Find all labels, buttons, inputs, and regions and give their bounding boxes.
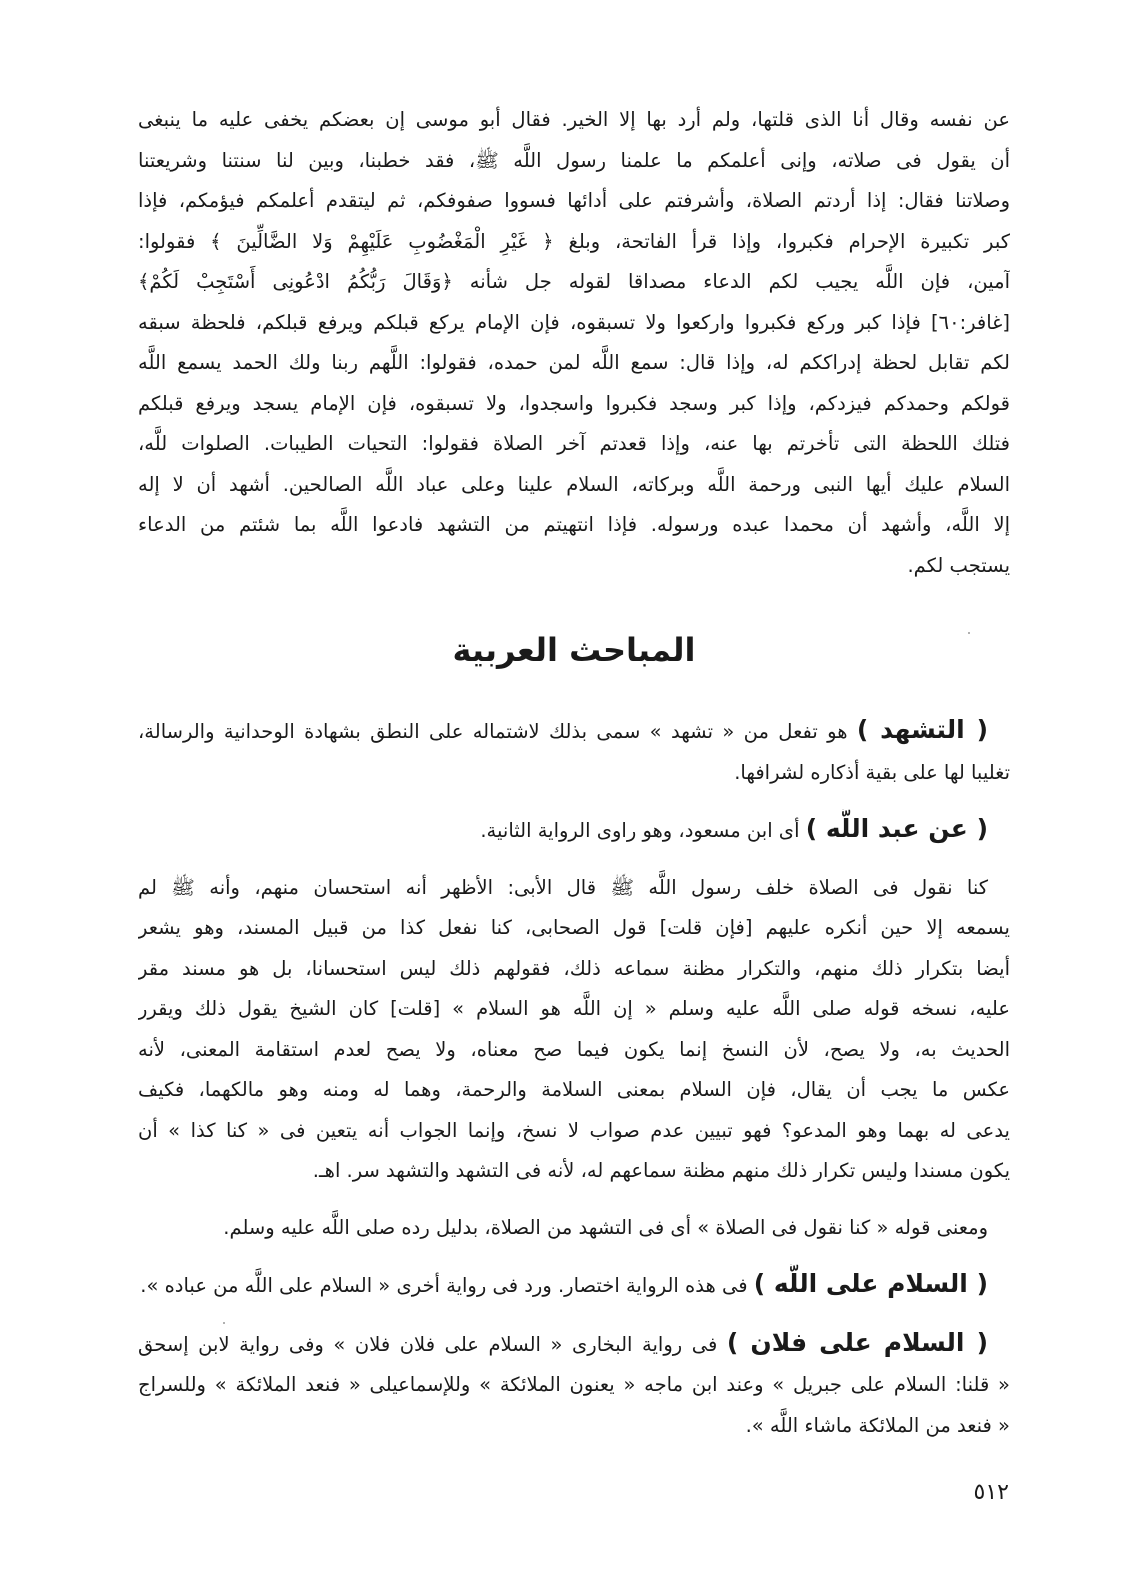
entry-text: فى هذه الرواية اختصار. ورد فى رواية أخرى « السلام على اللَّه من عباده ». (140, 1274, 748, 1297)
text-line: آمين، فإن اللَّه يجيب لكم الدعاء مصداقا لقوله جل شأنه ﴿وَقَالَ رَبُّكُمُ ادْعُونِى أَسْتَجِبْ لَكُمْ﴾ (138, 270, 1010, 293)
text-line: ومعنى قوله « كنا نقول فى الصلاة » أى فى التشهد من الصلاة، بدليل رده صلى اللَّه عليه وسلم. (223, 1215, 988, 1239)
entry-term: ( عن عبد اللَّه ) (805, 814, 988, 843)
text-line: « قلنا: السلام على جبريل » وعند ابن ماجه « يعنون الملائكة » وللإسماعيلى « فنعد الملائكة » وللسراج (138, 1373, 1010, 1396)
entry-meaning (138, 1208, 1010, 1249)
text-line: « فنعد من الملائكة ماشاء اللَّه ». (745, 1413, 1010, 1437)
text-line: أن يقول فى صلاته، وإنى أعلمكم ما علمنا رسول اللَّه ﷺ، فقد خطبنا، وبين لنا سنتنا وشريعتنا (138, 148, 1010, 172)
text-line: [غافر:٦٠] فإذا كبر وركع فكبروا واركعوا ولا تسبقوه، فإن الإمام يركع قبلكم ويرفع قبلكم، فلحظة سبقه (138, 310, 1010, 334)
text-line (138, 1323, 1010, 1366)
entry-salam-fulan (138, 1323, 1010, 1447)
text-line (138, 710, 1010, 753)
text-line: كبر تكبيرة الإحرام فكبروا، وإذا قرأ الفاتحة، وبلغ ﴿ غَيْرِ الْمَغْضُوبِ عَلَيْهِمْ وَلا الضَّالِّينَ ﴾ فقولوا: (138, 229, 1010, 253)
text-line: قولكم وحمدكم فيزدكم، وإذا كبر وسجد فكبروا واسجدوا، ولا تسبقوه، فإن الإمام يسجد ويرفع قبلكم (138, 391, 1010, 415)
text-line: عكس ما يجب أن يقال، فإن السلام بمعنى السلامة والرحمة، وهما له ومنه وهو مالكهما، فكيف (138, 1078, 1010, 1101)
text-line: لكم تقابل لحظة إدراككم له، وإذا قال: سمع اللَّه لمن حمده، فقولوا: اللَّهم ربنا ولك الحمد يسمع اللَّه (138, 351, 1010, 374)
entry-commentary (138, 868, 1010, 1192)
text-line: كنا نقول فى الصلاة خلف رسول اللَّه ﷺ قال الأبى: الأظهر أنه استحسان منهم، وأنه ﷺ لم (138, 875, 988, 899)
text-line: وصلاتنا فقال: إذا أردتم الصلاة، وأشرفتم على أدائها فسووا صفوفكم، ثم ليتقدم أعلمكم فيؤمكم، فإذا (138, 189, 1010, 212)
entry-text: أى ابن مسعود، وهو راوى الرواية الثانية. (480, 819, 800, 842)
page-content (138, 100, 1010, 1462)
entry-term: ( السلام على فلان ) (726, 1327, 988, 1357)
text-line (138, 1264, 1010, 1307)
text-line: الحديث به، ولا يصح، لأن النسخ إنما يكون فيما صح معناه، ولا يصح لعدم استقامة المعنى، لأنه (138, 1037, 1010, 1061)
text-line: إلا اللَّه، وأشهد أن محمدا عبده ورسوله. فإذا انتهيتم من التشهد فادعوا اللَّه بما شئتم من الدعاء (138, 513, 1010, 536)
entry-text: هو تفعل من « تشهد » سمى بذلك لاشتماله على النطق بشهادة الوحدانية والرسالة، (138, 720, 848, 743)
entry-text: فى رواية البخارى « السلام على فلان فلان » وفى رواية لابن إسحق (138, 1332, 718, 1356)
text-line: يكون مسندا وليس تكرار ذلك منهم مظنة سماعهم له، لأنه فى التشهد والتشهد سر. اهـ. (312, 1159, 1010, 1182)
section-title: المباحث العربية (452, 631, 696, 669)
scan-speck (223, 1322, 225, 1324)
page-number: ٥١٢ (973, 1480, 1009, 1505)
entry-term: ( التشهد ) (856, 715, 989, 744)
entry-tashahhud (138, 710, 1010, 793)
entry-salam-allah (138, 1264, 1010, 1307)
main-paragraph (138, 100, 1010, 586)
scan-speck (968, 632, 970, 634)
text-line: عن نفسه وقال أنا الذى قلتها، ولم أرد بها إلا الخير. فقال أبو موسى إن بعضكم يخفى عليه ما ينبغى (138, 108, 1010, 131)
text-line: السلام عليك أيها النبى ورحمة اللَّه وبركاته، السلام علينا وعلى عباد اللَّه الصالحين. أشهد أن لا إله (138, 472, 1010, 496)
text-line (138, 809, 1010, 852)
entry-abdullah (138, 809, 1010, 852)
text-line: يستجب لكم. (907, 553, 1010, 577)
text-line: فتلك اللحظة التى تأخرتم بها عنه، وإذا قعدتم آخر الصلاة فقولوا: التحيات الطيبات. الصلوات للَّه، (138, 432, 1010, 455)
text-line: عليه، نسخه قوله صلى اللَّه عليه وسلم « إن اللَّه هو السلام » [قلت] كان الشيخ يقول ذلك ويقرر (138, 997, 1010, 1020)
text-line: يدعى له بهما وهو المدعو؟ فهو تبيين عدم صواب لا نسخ، وإنما الجواب أنه يتعين فى « كنا كذا » أن (138, 1118, 1010, 1142)
text-line: أيضا بتكرار ذلك منهم، والتكرار مظنة سماعه ذلك، فقولهم ذلك ليس استحسانا، بل هو مسند مقر (138, 956, 1010, 980)
entry-term: ( السلام على اللَّه ) (753, 1269, 988, 1298)
text-line: يسمعه إلا حين أنكره عليهم [فإن قلت] قول الصحابى، كنا نفعل كذا من قبيل المسند، وهو يشعر (138, 916, 1010, 939)
text-line: تغليبا لها على بقية أذكاره لشرافها. (734, 760, 1010, 784)
